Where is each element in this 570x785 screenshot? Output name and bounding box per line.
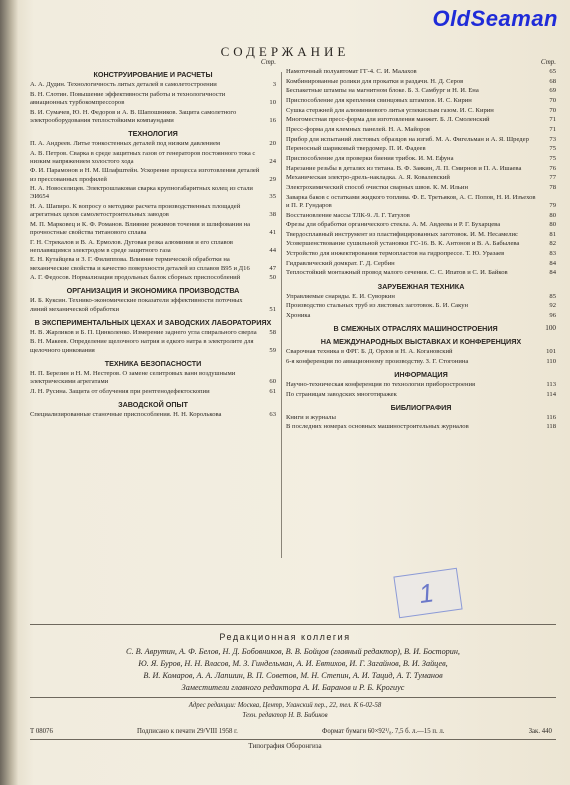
toc-entry [30, 274, 276, 282]
toc-entry [30, 140, 276, 148]
stamp-number: 1 [417, 577, 436, 610]
toc-entry-title: Устройство для инжектирования термопластов на гидропрессе. Т. Ю. Уразаев [286, 250, 505, 258]
page-number: 50 [269, 274, 276, 282]
imprint-code: Т 08076 [30, 728, 53, 735]
toc-entry [286, 145, 556, 153]
editorial-line: Ю. Я. Буров, Н. Н. Власов, М. З. Гиндельман, А. И. Евтихов, И. Г. Загайнов, В. И. Зайцев, [138, 659, 448, 668]
contents-left-column [30, 58, 276, 420]
page-number: 60 [269, 377, 276, 385]
toc-entry [286, 87, 556, 95]
imprint-format: Формат бумаги 60×92¹/₈. 7,5 б. л.—15 п. л. [322, 728, 445, 735]
page-number: 63 [269, 410, 276, 418]
toc-entry-title: В. Н. Слотин. Повышение эффективности работы и технологичности авиационных турбокомпрессоров [30, 90, 226, 106]
toc-entry-title: Усовершенствование сушильной установки ГС-16. В. К. Антонов и В. А. Бабылева [286, 240, 520, 248]
toc-entry-title: Книги и журналы [286, 413, 336, 421]
page-number: 70 [549, 106, 556, 114]
page-number: 59 [269, 346, 276, 354]
page-number: 82 [549, 240, 556, 248]
page-number: 84 [549, 269, 556, 277]
page-number: 68 [549, 77, 556, 85]
left-contents-list [30, 70, 276, 419]
toc-entry [286, 194, 556, 210]
toc-entry [286, 302, 556, 310]
page-number: 65 [549, 68, 556, 76]
page-number: 58 [269, 328, 276, 336]
section-heading: ИНФОРМАЦИЯ [394, 369, 448, 379]
toc-entry-title: П. А. Андреев. Литье тонкостенных деталей под низким давлением [30, 139, 221, 147]
page-number: 3 [272, 81, 276, 89]
section-heading: ТЕХНИКА БЕЗОПАСНОСТИ [104, 358, 202, 368]
toc-entry [30, 370, 276, 386]
section-heading: ЗАРУБЕЖНАЯ ТЕХНИКА [377, 281, 465, 291]
toc-entry [286, 221, 556, 229]
toc-entry [286, 126, 556, 134]
section-heading-text: В СМЕЖНЫХ ОТРАСЛЯХ МАШИНОСТРОЕНИЯ [333, 324, 498, 334]
toc-entry-title: 6-я конференция по авиационному производству. З. Г. Стогонина [286, 357, 469, 365]
toc-entry [286, 414, 556, 422]
page-number: 81 [549, 230, 556, 238]
section-heading: КОНСТРУИРОВАНИЕ И РАСЧЕТЫ [93, 70, 213, 80]
page-number: 70 [549, 97, 556, 105]
toc-entry-title: Нарезание резьбы в деталях из титана. В. Ф. Заякин, Л. П. Смирнов и П. А. Ишаева [286, 164, 522, 172]
toc-entry-title: Пресс-форма для клемных панелей. Н. А. Майоров [286, 126, 430, 134]
section-heading: ОРГАНИЗАЦИЯ И ЭКОНОМИКА ПРОИЗВОДСТВА [66, 286, 240, 296]
toc-entry-title: А. А. Дудин. Технологичность литых деталей в самолетостроении [30, 81, 217, 89]
toc-entry [30, 297, 276, 313]
page-title: СОДЕРЖАНИЕ [220, 44, 350, 59]
toc-entry [286, 423, 556, 431]
page-number: 80 [549, 211, 556, 219]
toc-entry-title: Сварочная техника в ФРГ. Б. Д. Орлов и Н. А. Когановский [286, 348, 453, 356]
toc-entry [30, 81, 276, 89]
editorial-address: Адрес редакции: Москва, Центр, Уланский пер., 22, тел. К 6-02-58 [188, 702, 382, 709]
toc-entry [30, 411, 276, 419]
divider-rule [30, 624, 556, 625]
toc-entry [286, 116, 556, 124]
page-number: 96 [549, 311, 556, 319]
page-number: 71 [549, 116, 556, 124]
toc-entry-title: В последних номерах основных машиностроительных журналов [286, 423, 469, 431]
imprint-signed: Подписано к печати 29/VIII 1958 г. [137, 728, 238, 735]
printer-name: Типография Оборонгиза [248, 742, 322, 750]
section-heading: БИБЛИОГРАФИЯ [390, 402, 452, 412]
toc-entry-title: Г. Н. Стрекалов и В. А. Ермолов. Дуговая резка алюминия и его сплавов неплавящимся электродом в среде защитного газа [30, 238, 234, 254]
toc-entry [30, 256, 276, 272]
toc-entry-title: Управляемые снаряды. Е. И. Суворкин [286, 292, 395, 300]
toc-entry [286, 212, 556, 220]
page-number: 100 [545, 324, 556, 333]
toc-entry-title: Хроника [286, 311, 311, 319]
book-spine [0, 0, 18, 785]
toc-entry-title: Твердосплавный инструмент из пластифицированных заготовок. И. М. Несамелис [286, 230, 518, 238]
page-number: 84 [549, 259, 556, 267]
section-heading [286, 324, 556, 333]
toc-entry-title: Беспакетные штампы на магнитном блоке. Б. З. Самбург и Н. И. Ена [286, 87, 479, 95]
page-column-header: Стр. [260, 58, 276, 66]
toc-entry [286, 312, 556, 320]
toc-entry [286, 107, 556, 115]
divider-rule [30, 739, 556, 740]
toc-entry-title: А. Г. Федосов. Нормализация продольных балок сборных приспособлений [30, 274, 241, 282]
contents-right-column [286, 58, 556, 433]
toc-entry-title: Приспособление для крепления свинцовых штампов. И. С. Кирин [286, 97, 472, 105]
toc-entry-title: Специализированные станочные приспособления. Н. Н. Королькова [30, 410, 222, 418]
toc-entry [286, 348, 556, 356]
page-number: 73 [549, 135, 556, 143]
toc-entry-title: Заварка баков с остатками жидкого топлива. Ф. Е. Третьяков, А. С. Попов, Н. И. Изъехов и П. Р. Гундаров [286, 193, 536, 209]
toc-entry-title: Н. А. Шапиро. К вопросу о методике расчета производственных площадей агрегатных цехов самолетостроительных заводов [30, 203, 241, 219]
page-number: 118 [546, 423, 556, 431]
toc-entry-title: Н. А. Новоселицев. Электрошлаковая сварка крупногабаритных колец из стали ЭИ654 [30, 185, 253, 201]
toc-entry-title: Прибор для испытаний листовых образцов на изгиб. М. А. Фигельман и А. Я. Шредер [286, 135, 529, 143]
page-number: 92 [549, 302, 556, 310]
page-number: 10 [269, 98, 276, 106]
toc-entry [286, 231, 556, 239]
toc-entry [286, 269, 556, 277]
tech-editor: Техн. редактор Н. В. Бибиков [242, 712, 328, 719]
page-number: 101 [546, 348, 556, 356]
page-number: 16 [269, 116, 276, 124]
toc-entry [30, 185, 276, 201]
page-number: 24 [269, 157, 276, 165]
toc-entry-title: Научно-техническая конференция по технологии приборостроения [286, 380, 476, 388]
page-number: 113 [546, 380, 556, 388]
toc-entry-title: Е. Н. Кутайцева и З. Г. Филиппова. Влияние термической обработки на механические свойства и качество поверхности деталей из сплавов В95 и Д16 [30, 256, 250, 272]
page-number: 69 [549, 87, 556, 95]
library-stamp [393, 568, 462, 618]
column-divider [281, 72, 282, 558]
page-number: 41 [269, 229, 276, 236]
toc-entry [286, 136, 556, 144]
toc-entry [286, 97, 556, 105]
toc-entry-title: В. И. Сумачев, Ю. Н. Федоров и А. В. Шапошников. Защита самолетного электрооборудования теплостойкими компаундами [30, 108, 237, 124]
toc-entry [286, 78, 556, 86]
toc-entry [30, 338, 276, 354]
toc-entry [286, 155, 556, 163]
toc-entry-title: Н. П. Березин и Н. М. Нестеров. О замене селитровых ванн воздушными электрическими агрегатами [30, 369, 236, 385]
right-contents-list [286, 68, 556, 431]
section-heading: НА МЕЖДУНАРОДНЫХ ВЫСТАВКАХ И КОНФЕРЕНЦИЯХ [320, 337, 522, 347]
page-number: 80 [549, 221, 556, 229]
page-number: 38 [269, 211, 276, 219]
page-number: 71 [549, 126, 556, 134]
toc-entry-title: И. Б. Куксин. Технико-экономические показатели эффективности поточных линий механической обработки [30, 297, 243, 313]
page-number: 75 [549, 145, 556, 153]
toc-entry-title: Н. В. Жарликов и Б. П. Цинколенко. Измерение заднего угла спирального сверла [30, 328, 257, 336]
editorial-heading: Редакционная коллегия [219, 632, 351, 642]
toc-entry-title: Теплостойкий монтажный провод малого сечения. С. С. Ипатов и С. И. Байков [286, 269, 508, 277]
page-number: 75 [549, 155, 556, 163]
toc-entry-title: Производство стальных труб из листовых заготовок. Б. И. Сакун [286, 302, 469, 310]
page-number: 79 [549, 201, 556, 209]
toc-entry-title: Сушка стержней для алюминиевого литья углекислым газом. И. С. Кирин [286, 106, 494, 114]
toc-entry-title: Многоместная пресс-форма для изготовления манжет. Б. Л. Смоленский [286, 116, 490, 124]
toc-entry [30, 221, 276, 237]
toc-entry-title: Электрохимический способ очистки сварных швов. К. М. Ильин [286, 184, 468, 192]
toc-entry [286, 358, 556, 366]
page-number: 61 [269, 387, 276, 395]
toc-entry [286, 240, 556, 248]
page-column-header: Стр. [540, 58, 556, 66]
toc-entry [30, 109, 276, 125]
toc-entry [30, 167, 276, 183]
toc-entry-title: Переносный шариковый твердомер. П. И. Фадеев [286, 145, 426, 153]
divider-rule [30, 697, 556, 698]
section-heading: ЗАВОДСКОЙ ОПЫТ [118, 399, 188, 409]
imprint-order: Зак. 440 [528, 728, 552, 735]
section-heading: ТЕХНОЛОГИЯ [128, 128, 178, 138]
page-number: 114 [546, 390, 556, 398]
toc-entry-title: Фрезы для обработки органического стекла. А. М. Авдеева и Р. Г. Бухарцева [286, 221, 501, 229]
toc-entry-title: В. Н. Макеев. Определение щелочного натрия и едкого натра в электролите для щелочного цинкования [30, 338, 254, 354]
toc-entry [286, 165, 556, 173]
toc-entry [286, 68, 556, 76]
toc-entry [286, 293, 556, 301]
toc-entry [286, 260, 556, 268]
toc-entry-title: Приспособление для проверки биения трибок. И. М. Ефуна [286, 155, 454, 163]
page-number: 47 [269, 264, 276, 272]
toc-entry-title: Гидравлический домкрат. Г. Д. Сербин [286, 259, 395, 267]
toc-entry [286, 250, 556, 258]
page-number: 35 [269, 193, 276, 201]
toc-entry [30, 388, 276, 396]
section-heading: В ЭКСПЕРИМЕНТАЛЬНЫХ ЦЕХАХ И ЗАВОДСКИХ ЛАБОРАТОРИЯХ [34, 317, 272, 327]
page-number: 76 [549, 164, 556, 172]
toc-entry-title: А. В. Петров. Сварка в среде защитных газов от генераторов постоянного тока с низким напряжением холостого хода [30, 149, 256, 165]
imprint-line [30, 728, 552, 735]
page-number: 20 [269, 139, 276, 147]
page-number: 110 [546, 357, 556, 365]
editorial-line: С. В. Аврутин, А. Ф. Белов, Н. Д. Бобовников, В. В. Бойцов (главный редактор), В. И. Босторин, [126, 647, 460, 656]
toc-entry-title: Механическая электро-дрель-накладка. А. Я. Ковалевский [286, 174, 450, 182]
toc-entry [30, 150, 276, 166]
toc-entry-title: М. П. Марковец и К. Ф. Романов. Влияние режимов точения и шлифования на прочностные свойства титанового сплава [30, 220, 251, 236]
toc-entry-title: Ф. И. Парамонов и Н. М. Шлафштейн. Ускорение процесса изготовления деталей из прессованных профилей [30, 167, 260, 183]
watermark: OldSeaman [432, 6, 558, 31]
page-number: 78 [549, 184, 556, 192]
toc-entry-title: Комбинированные ролики для прокатки и раздачи. Н. Д. Серов [286, 77, 464, 85]
toc-entry [286, 381, 556, 389]
toc-entry-title: Восстановление массы ТЛК-9. Л. Г. Татулов [286, 211, 410, 219]
page-number: 51 [269, 305, 276, 313]
toc-entry [30, 203, 276, 219]
page-number: 77 [549, 174, 556, 182]
toc-entry-title: Намоточный полуавтомат ГГ-4. С. И. Малахов [286, 68, 417, 76]
editorial-deputies: Заместители главного редактора А. И. Баранов и Р. Б. Крогиус [181, 683, 405, 692]
toc-entry [30, 329, 276, 337]
page-number: 83 [549, 250, 556, 258]
toc-entry [30, 239, 276, 255]
toc-entry [286, 184, 556, 192]
page-number: 29 [269, 175, 276, 183]
toc-entry [30, 91, 276, 107]
page-number: 85 [549, 292, 556, 300]
toc-entry-title: По страницам заводских многотиражек [286, 390, 397, 398]
page-number: 44 [269, 246, 276, 254]
toc-entry-title: Л. Н. Русина. Защита от облучения при рентгенодефектоскопии [30, 387, 210, 395]
toc-entry [286, 391, 556, 399]
toc-entry [286, 174, 556, 182]
page-number: 116 [546, 413, 556, 421]
editorial-line: В. И. Комаров, А. А. Лапшин, В. П. Советов, М. Н. Степин, А. И. Тацид, А. Т. Туманов [143, 671, 443, 680]
